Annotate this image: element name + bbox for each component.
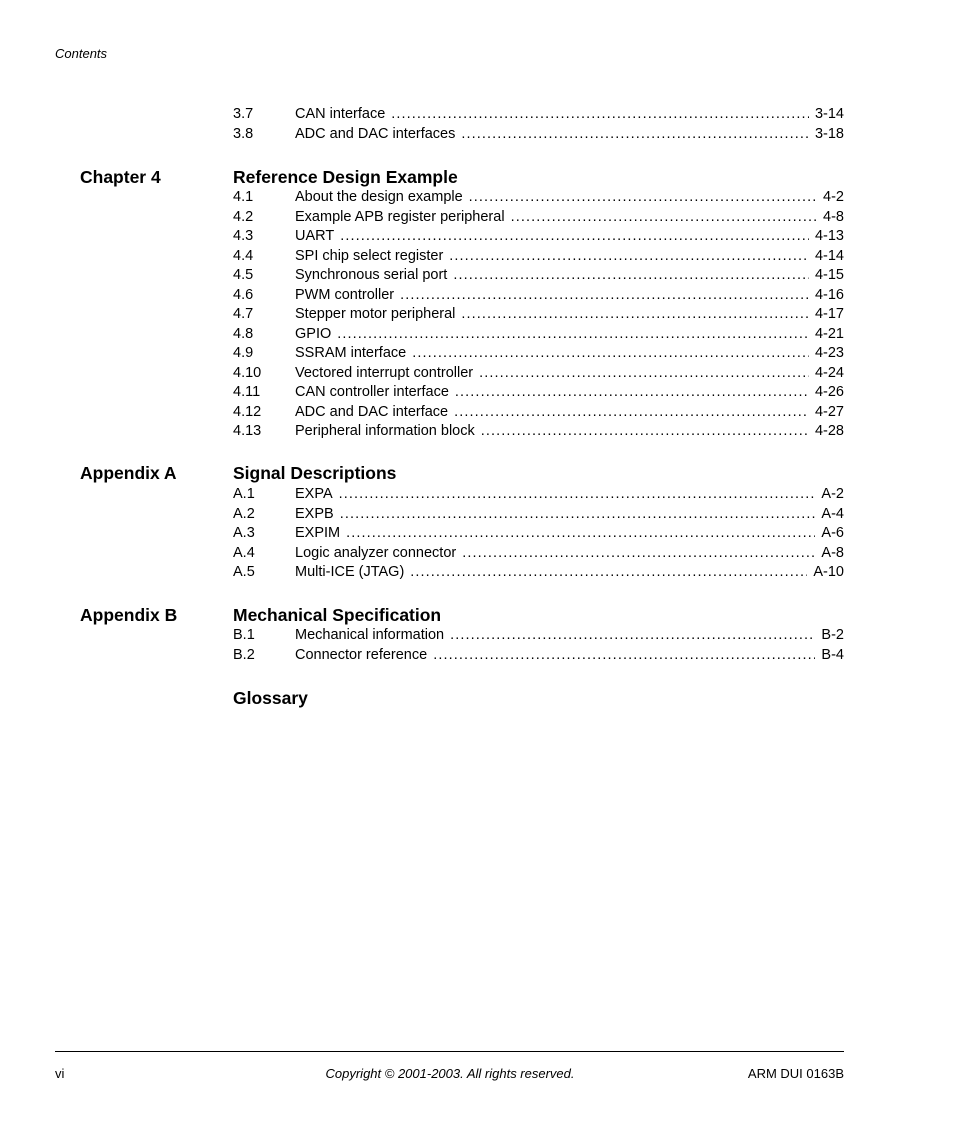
entry-page: 4-16 [814, 286, 844, 303]
entry-number: A.2 [233, 505, 255, 522]
appendix-label: Appendix A [80, 463, 177, 483]
dot-leader [449, 247, 809, 267]
entry-page: 4-8 [823, 208, 844, 225]
entry-number: 4.13 [233, 423, 262, 439]
toc-entry[interactable] [233, 286, 844, 306]
dot-leader [455, 383, 809, 403]
entry-number: 4.11 [233, 384, 261, 400]
page-number: vi [55, 1066, 65, 1081]
toc-entry[interactable] [233, 247, 844, 267]
entry-number: 4.4 [233, 247, 254, 264]
entry-page: 4-21 [814, 325, 844, 342]
entry-title: GPIO [295, 325, 332, 342]
entry-page: 4-13 [814, 228, 844, 244]
document-id: ARM DUI 0163B [747, 1066, 844, 1081]
entry-title: About the design example [295, 189, 463, 205]
toc-entry[interactable] [233, 325, 844, 345]
dot-leader [346, 524, 815, 544]
toc-entry[interactable] [233, 364, 844, 384]
entry-number: 4.7 [233, 306, 254, 322]
entry-title: PWM controller [295, 286, 395, 303]
entry-title: SSRAM interface [295, 345, 407, 361]
entry-title: Multi-ICE (JTAG) [295, 564, 405, 580]
toc-entry[interactable] [233, 524, 844, 544]
entry-title: CAN controller interface [295, 384, 449, 400]
running-head: Contents [55, 46, 108, 61]
dot-leader [340, 227, 809, 247]
entry-page: 4-17 [814, 306, 844, 322]
glossary-title[interactable]: Glossary [233, 688, 308, 708]
chapter-label: Chapter 4 [80, 167, 161, 187]
entry-page: 4-24 [814, 364, 844, 381]
entry-title: UART [295, 228, 335, 244]
entry-title: Mechanical information [295, 627, 445, 643]
entry-number: A.1 [233, 486, 255, 502]
appendix-label: Appendix B [80, 605, 178, 625]
entry-page: 4-14 [814, 247, 844, 264]
dot-leader [400, 286, 809, 306]
entry-title: Connector reference [295, 647, 428, 663]
entry-title: Synchronous serial port [295, 267, 448, 283]
entry-number: 4.2 [233, 208, 254, 225]
dot-leader [462, 544, 815, 564]
toc-entry[interactable] [233, 422, 844, 442]
entry-title: ADC and DAC interface [295, 403, 449, 420]
entry-page: 4-27 [814, 403, 844, 420]
toc-entry[interactable] [233, 125, 844, 145]
dot-leader [410, 563, 807, 583]
toc-entry[interactable] [233, 188, 844, 208]
toc-entry[interactable] [233, 646, 844, 666]
entry-page: 4-15 [814, 267, 844, 283]
dot-leader [481, 422, 809, 442]
entry-number: 4.6 [233, 286, 254, 303]
entry-page: A-8 [821, 544, 844, 561]
entry-page: B-2 [821, 627, 844, 643]
entry-page: A-10 [813, 564, 844, 580]
entry-page: 3-18 [814, 126, 844, 142]
dot-leader [479, 364, 809, 384]
toc-entry[interactable] [233, 626, 844, 646]
entry-title: EXPIM [295, 525, 341, 541]
entry-number: B.1 [233, 627, 255, 643]
dot-leader [340, 505, 816, 525]
toc-entry[interactable] [233, 403, 844, 423]
entry-number: A.5 [233, 564, 255, 580]
entry-title: CAN interface [295, 106, 386, 122]
entry-title: Stepper motor peripheral [295, 306, 456, 322]
dot-leader [412, 344, 809, 364]
entry-title: Peripheral information block [295, 423, 475, 439]
entry-title: SPI chip select register [295, 247, 444, 264]
dot-leader [461, 305, 809, 325]
entry-page: B-4 [821, 647, 844, 663]
dot-leader [339, 485, 816, 505]
entry-title: Vectored interrupt controller [295, 364, 474, 381]
dot-leader [453, 266, 809, 286]
entry-page: 4-23 [814, 345, 844, 361]
footer-rule [55, 1051, 844, 1052]
dot-leader [450, 626, 815, 646]
toc-entry[interactable] [233, 227, 844, 247]
toc-entry[interactable] [233, 344, 844, 364]
entry-number: 4.8 [233, 325, 254, 342]
dot-leader [511, 208, 817, 228]
entry-title: Example APB register peripheral [295, 208, 505, 225]
entry-page: 3-14 [814, 106, 844, 122]
entry-page: A-2 [821, 486, 844, 502]
entry-title: EXPA [295, 486, 333, 502]
entry-number: 4.3 [233, 228, 254, 244]
entry-number: B.2 [233, 647, 255, 663]
toc-entry[interactable] [233, 544, 844, 564]
appendix-title[interactable]: Mechanical Specification [233, 605, 442, 625]
entry-title: EXPB [295, 505, 334, 522]
dot-leader [433, 646, 815, 666]
entry-number: A.3 [233, 525, 255, 541]
entry-page: A-4 [821, 505, 844, 522]
dot-leader [337, 325, 809, 345]
entry-number: 4.9 [233, 345, 254, 361]
entry-page: A-6 [821, 525, 844, 541]
entry-number: 3.7 [233, 106, 254, 122]
entry-title: Logic analyzer connector [295, 544, 457, 561]
entry-page: 4-28 [814, 423, 844, 439]
entry-page: 4-26 [814, 384, 844, 400]
dot-leader [469, 188, 817, 208]
toc-entry[interactable] [233, 208, 844, 228]
toc-entry[interactable] [233, 266, 844, 286]
toc-entry[interactable] [233, 383, 844, 403]
toc-entry[interactable] [233, 563, 844, 583]
toc-entry[interactable] [233, 485, 844, 505]
copyright-notice: Copyright © 2001-2003. All rights reserved. [325, 1066, 575, 1081]
toc-entry[interactable] [233, 105, 844, 125]
entry-number: A.4 [233, 544, 255, 561]
dot-leader [461, 125, 809, 145]
entry-number: 4.10 [233, 364, 262, 381]
entry-number: 4.5 [233, 267, 254, 283]
toc-entry[interactable] [233, 305, 844, 325]
entry-title: ADC and DAC interfaces [295, 126, 456, 142]
entry-number: 4.12 [233, 403, 262, 420]
entry-number: 4.1 [233, 189, 254, 205]
entry-page: 4-2 [823, 189, 844, 205]
toc-entry[interactable] [233, 505, 844, 525]
entry-number: 3.8 [233, 126, 254, 142]
dot-leader [454, 403, 809, 423]
dot-leader [391, 105, 809, 125]
appendix-title[interactable]: Signal Descriptions [233, 463, 397, 483]
chapter-title[interactable]: Reference Design Example [233, 167, 458, 187]
